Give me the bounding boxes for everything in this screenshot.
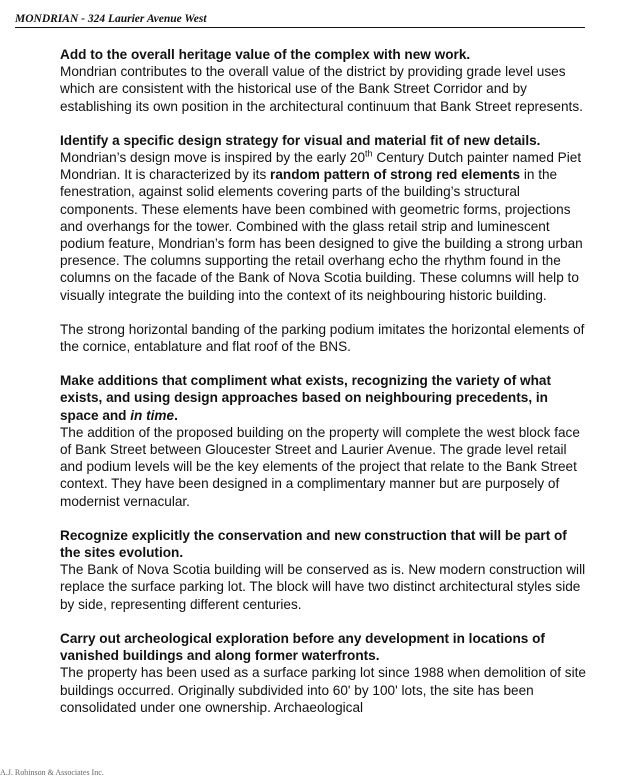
section-body xyxy=(60,149,590,304)
body-text: Mondrian’s design move is inspired by the early 20 xyxy=(60,150,366,166)
page-header xyxy=(15,12,585,28)
section-heading: Identify a specific design strategy for visual and material fit of new details. xyxy=(60,132,541,148)
section-heritage-value xyxy=(60,46,590,115)
body-text: Century Dutch painter named Piet Mondrian. It is characterized by its xyxy=(60,150,582,183)
section-body: The property has been used as a surface parking lot since 1988 when demolition of site buildings occurred. Originally subdivided into 60' by 100' lots, the site has been consolidated under one ownership. Archaeological xyxy=(60,665,586,715)
section-design-strategy xyxy=(60,132,590,304)
section-body: The Bank of Nova Scotia building will be conserved as is. New modern construction will replace the surface parking lot. The block will have two distinct architectural styles side by side, representing different centuries. xyxy=(60,562,586,612)
section-additions xyxy=(60,372,590,510)
section-body: Mondrian contributes to the overall value of the district by providing grade level uses which are consistent with the historical use of the Bank Street Corridor and by establishing its own position in the architectural continuum that Bank Street represents. xyxy=(60,64,583,114)
section-heading: Carry out archeological exploration before any development in locations of vanished buildings and along former waterfronts. xyxy=(60,630,545,664)
section-heading: Add to the overall heritage value of the complex with new work. xyxy=(60,47,471,62)
emphasis-text: random pattern of strong red elements xyxy=(270,167,521,183)
section-body: The addition of the proposed building on the property will complete the west block face of Bank Street between Gloucester Street and Laurier Avenue. The grade level retail and podium levels will be the key elements of the project that relate to the Bank Street context. They have been designed in a complimentary manner but are purposely of modernist vernacular. xyxy=(60,424,580,509)
header-title: MONDRIAN - 324 Laurier Avenue West xyxy=(15,13,207,25)
section-heading xyxy=(60,372,590,424)
section-podium-banding xyxy=(60,321,590,355)
footer-text: A.J. Robinson & Associates Inc. xyxy=(0,768,104,777)
body-text: in the fenestration, against solid elements covering parts of the building’s structural components. These elements have been combined with geometric forms, projections and overhangs for the tower. Combined with the glass retail strip and luminescent podium feature, Mondrian’s form has been designed to give the building a strong urban presence. The columns supporting the retail overhang echo the rhythm found in the columns on the facade of the Bank of Nova Scotia building. These columns will help to visually integrate the building into the context of its neighbouring historic building. xyxy=(60,167,583,303)
section-archeology xyxy=(60,630,590,716)
superscript-text: th xyxy=(365,148,373,159)
document-body xyxy=(60,46,590,733)
section-conservation xyxy=(60,527,590,613)
heading-text: . xyxy=(174,407,178,423)
heading-text: Make additions that compliment what exists, recognizing the variety of what exists, and using design approaches based on neighbouring precedents, in space and xyxy=(60,373,551,423)
section-body: The strong horizontal banding of the parking podium imitates the horizontal elements of the cornice, entablature and flat roof of the BNS. xyxy=(60,321,585,355)
heading-italic-text: in time xyxy=(130,407,175,423)
section-heading: Recognize explicitly the conservation and new construction that will be part of the sites evolution. xyxy=(60,527,567,561)
